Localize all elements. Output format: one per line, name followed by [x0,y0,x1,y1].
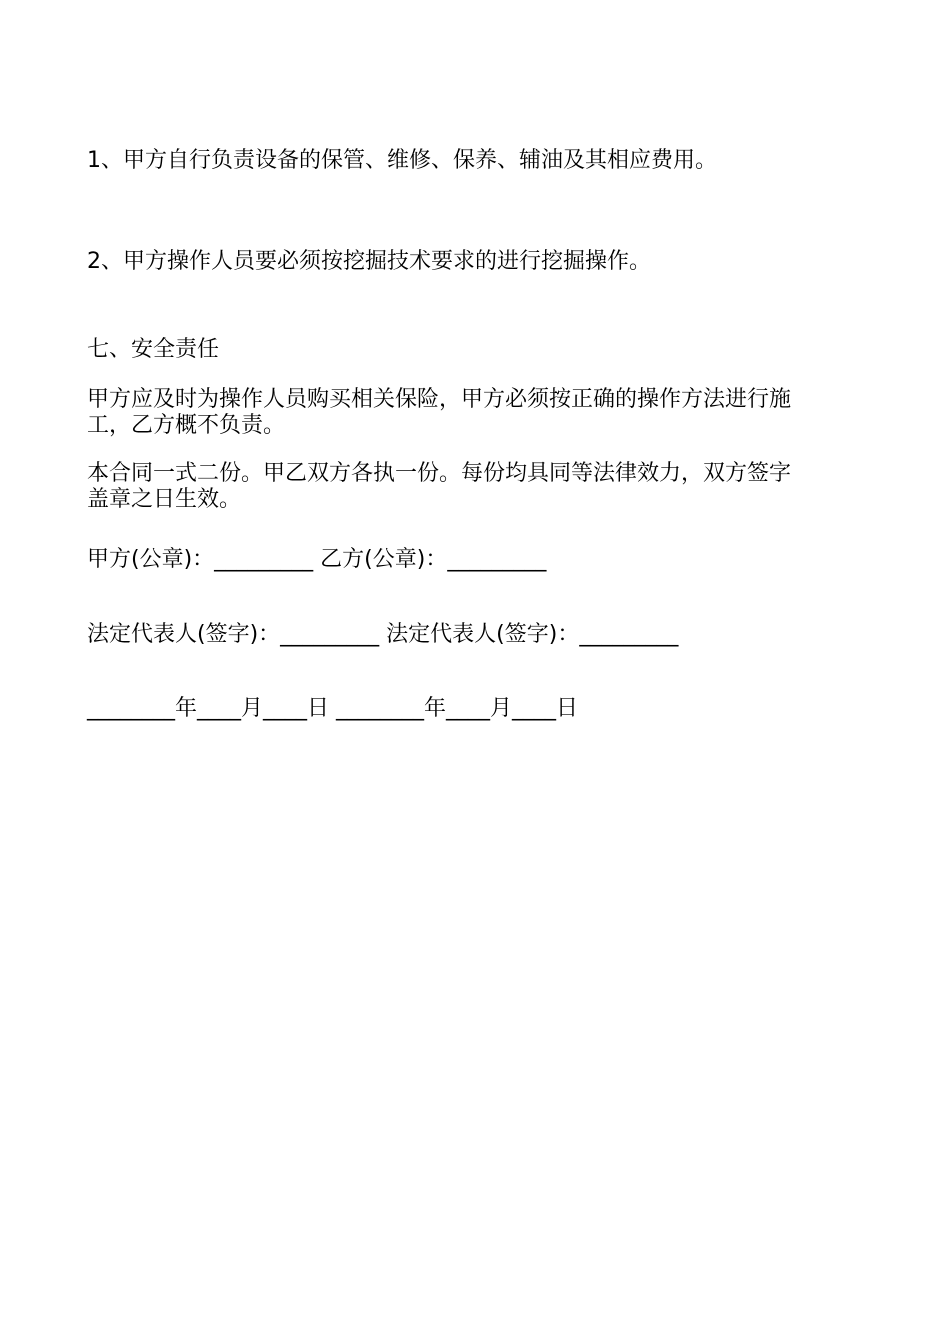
section-heading: 七、安全责任 [87,337,220,362]
copies-text-line-1: 本合同一式二份。甲乙双方各执一份。每份均具同等法律效力，双方签字 [87,461,792,486]
safety-text-line-2: 工，乙方概不负责。 [87,413,286,438]
clause-2: 2、甲方操作人员要必须按挖掘技术要求的进行挖掘操作。 [87,249,651,274]
date-line: ________年____月____日 ________年____月____日 [87,696,578,721]
copies-text-line-2: 盖章之日生效。 [87,487,242,512]
safety-text-line-1: 甲方应及时为操作人员购买相关保险，甲方必须按正确的操作方法进行施 [87,387,792,412]
clause-1: 1、甲方自行负责设备的保管、维修、保养、辅油及其相应费用。 [87,148,717,173]
seal-signature-line: 甲方(公章)：_________ 乙方(公章)：_________ [87,547,547,572]
representative-signature-line: 法定代表人(签字)：_________ 法定代表人(签字)：_________ [87,622,679,647]
